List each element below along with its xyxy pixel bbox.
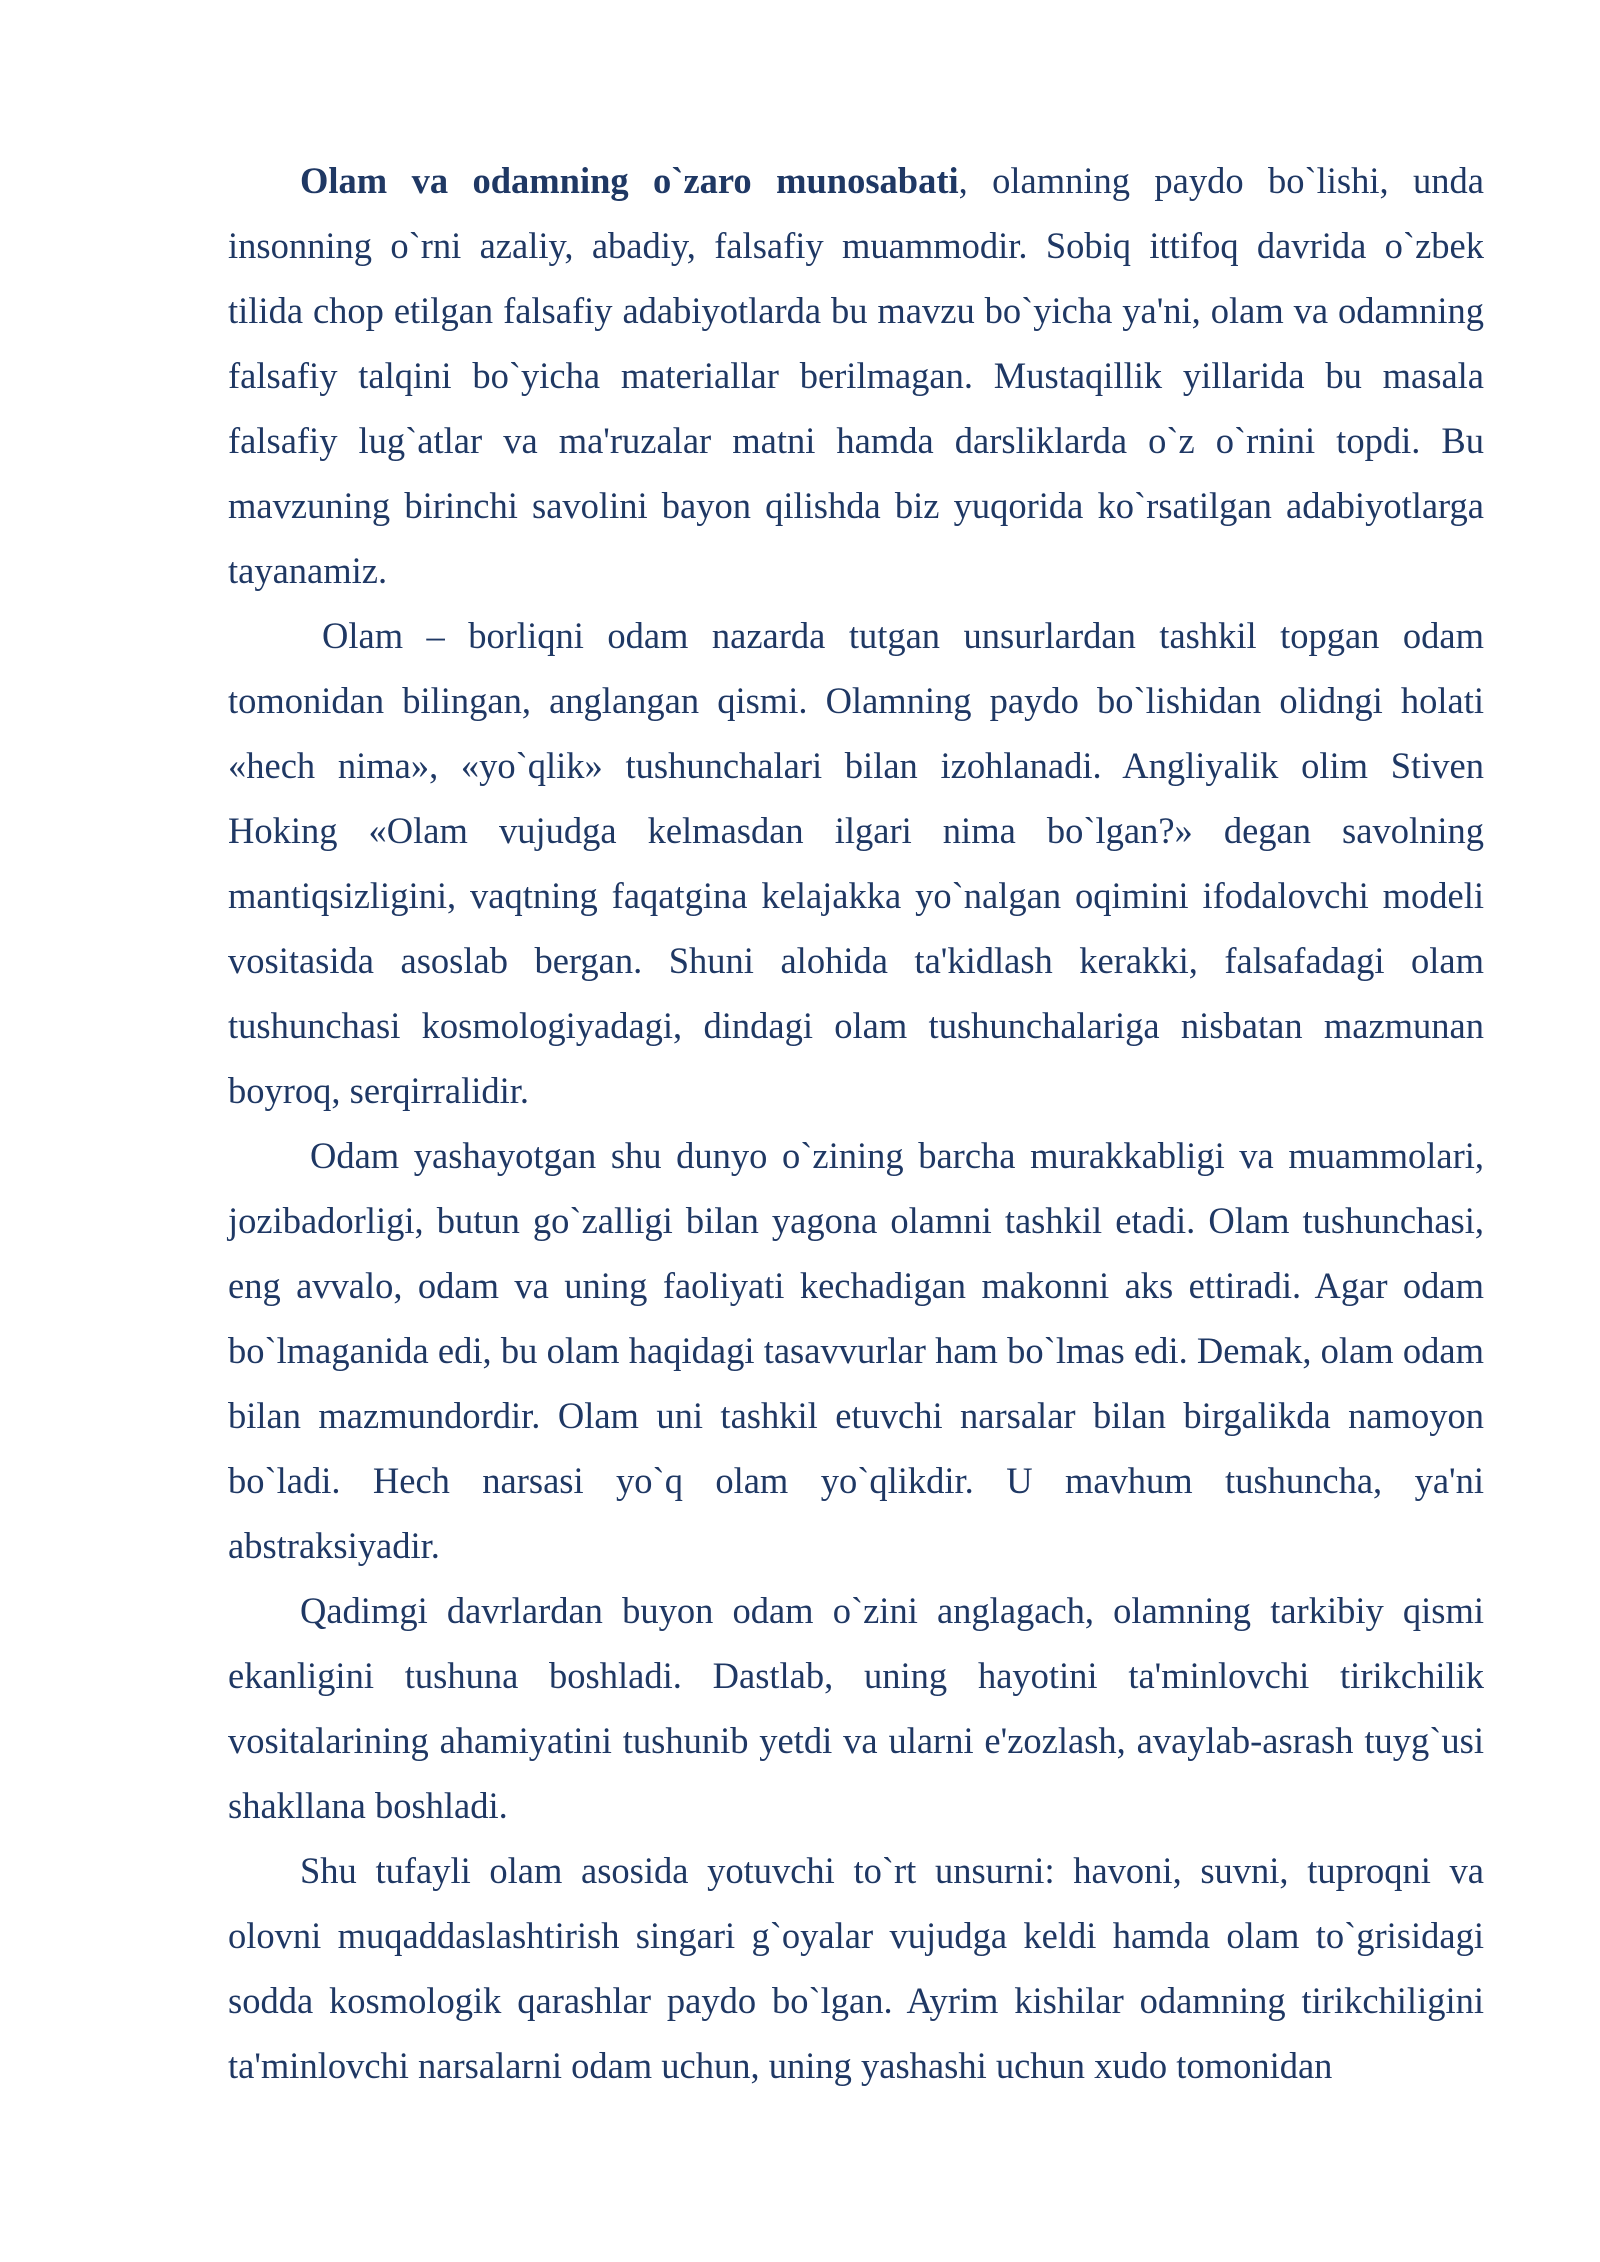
paragraph-5: Shu tufayli olam asosida yotuvchi to`rt unsurni: havoni, suvni, tuproqni va olovni muqaddaslashtirish singari g`oyalar vujudga keldi hamda olam to`grisidagi sodda kosmologik qarashlar paydo bo`lgan. Ayrim kishilar odamning tirikchiligini ta'minlovchi narsalarni odam uchun, uning yashashi uchun xudo tomonidan — [228, 1850, 1484, 2086]
paragraph-1-text: , olamning paydo bo`lishi, unda insonning o`rni azaliy, abadiy, falsafiy muammodir. Sobiq ittifoq davrida o`zbek tilida chop etilgan falsafiy adabiyotlarda bu mavzu bo`yicha ya'ni, olam va odamning falsafiy talqini bo`yicha materiallar berilmagan. Mustaqillik yillarida bu masala falsafiy lug`atlar va ma'ruzalar matni hamda darsliklarda o`z o`rnini topdi. Bu mavzuning birinchi savolini bayon qilishda biz yuqorida ko`rsatilgan adabiyotlarga tayanamiz. — [228, 160, 1484, 591]
paragraph-1 — [228, 148, 1484, 603]
paragraph-3: Odam yashayotgan shu dunyo o`zining barcha murakkabligi va muammolari, jozibadorligi, butun go`zalligi bilan yagona olamni tashkil etadi. Olam tushunchasi, eng avvalo, odam va uning faoliyati kechadigan makonni aks ettiradi. Agar odam bo`lmaganida edi, bu olam haqidagi tasavvurlar ham bo`lmas edi. Demak, olam odam bilan mazmundordir. Olam uni tashkil etuvchi narsalar bilan birgalikda namoyon bo`ladi. Hech narsasi yo`q olam yo`qlikdir. U mavhum tushuncha, ya'ni abstraksiyadir. — [228, 1135, 1484, 1566]
paragraph-2: Olam – borliqni odam nazarda tutgan unsurlardan tashkil topgan odam tomonidan bilingan, anglangan qismi. Olamning paydo bo`lishidan olidngi holati «hech nima», «yo`qlik» tushunchalari bilan izohlanadi. Angliyalik olim Stiven Hoking «Olam vujudga kelmasdan ilgari nima bo`lgan?» degan savolning mantiqsizligini, vaqtning faqatgina kelajakka yo`nalgan oqimini ifodalovchi modeli vositasida asoslab bergan. Shuni alohida ta'kidlash kerakki, falsafadagi olam tushunchasi kosmologiyadagi, dindagi olam tushunchalariga nisbatan mazmunan boyroq, serqirralidir. — [228, 615, 1484, 1111]
document-body — [228, 148, 1484, 2098]
paragraph-4: Qadimgi davrlardan buyon odam o`zini anglagach, olamning tarkibiy qismi ekanligini tushuna boshladi. Dastlab, uning hayotini ta'minlovchi tirikchilik vositalarining ahamiyatini tushunib yetdi va ularni e'zozlash, avaylab-asrash tuyg`usi shakllana boshladi. — [228, 1590, 1484, 1826]
paragraph-1-bold-lead: Olam va odamning o`zaro munosabati — [300, 160, 959, 201]
